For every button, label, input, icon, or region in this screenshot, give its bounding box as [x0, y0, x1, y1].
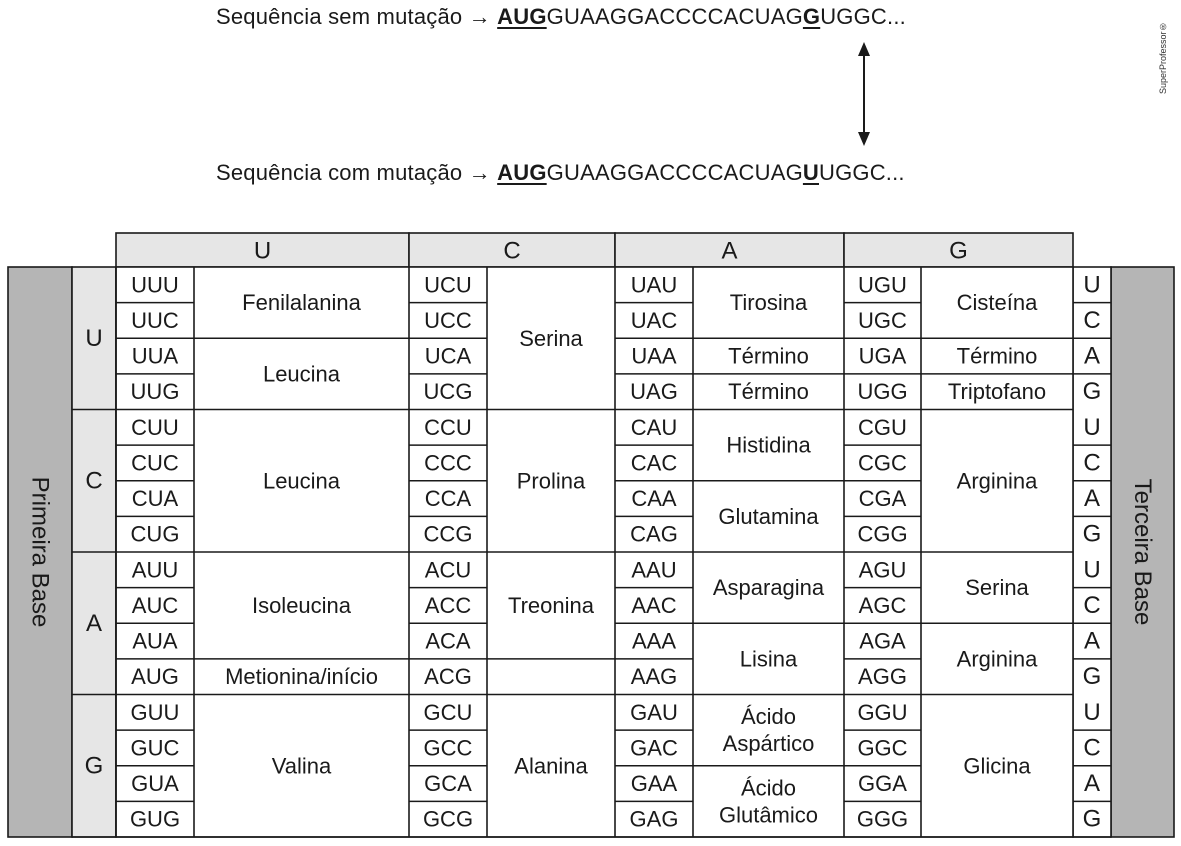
amino-acid-label: Arginina: [956, 468, 1038, 494]
codon-cell: CCU: [424, 414, 472, 440]
third-base-letter: A: [1083, 342, 1101, 370]
third-base-letter: C: [1083, 591, 1101, 619]
amino-acid-label: Prolina: [516, 468, 586, 494]
first-base-letter: A: [85, 609, 103, 637]
codon-cell: CGG: [857, 521, 908, 547]
codon-cell: GGG: [856, 806, 909, 832]
codon-cell: CUG: [130, 521, 180, 547]
third-base-title: Terceira Base: [1129, 478, 1156, 626]
codon-cell: CAC: [630, 450, 678, 476]
codon-cell: AGC: [858, 592, 907, 618]
codon-cell: AAC: [631, 592, 677, 618]
codon-cell: UGA: [858, 343, 907, 369]
amino-acid-label: Isoleucina: [251, 592, 352, 618]
codon-cell: CCC: [424, 450, 472, 476]
amino-acid-label: Ácido: [740, 775, 797, 801]
codon-cell: GAC: [630, 735, 678, 761]
codon-cell: UUU: [131, 272, 179, 298]
amino-acid-label: Tirosina: [729, 290, 808, 316]
third-base-letter: U: [1083, 271, 1101, 299]
amino-acid-label: Alanina: [514, 753, 588, 779]
codon-cell: AUC: [131, 592, 179, 618]
sequence-middle: GUAAGGACCCCACUAG: [546, 160, 803, 185]
codon-cell: UCG: [423, 379, 473, 405]
third-base-letter: G: [1082, 378, 1102, 406]
codon-cell: UCU: [424, 272, 472, 298]
third-base-letter: U: [1083, 556, 1101, 584]
codon-cell: GGU: [857, 699, 908, 725]
codon-cell: UAA: [631, 343, 677, 369]
codon-cell: GCG: [422, 806, 474, 832]
amino-acid-label: Ácido: [740, 704, 797, 730]
third-base-letter: U: [1083, 698, 1101, 726]
third-base-letter: C: [1083, 449, 1101, 477]
second-base-label: C: [503, 237, 521, 265]
codon-cell: UGC: [858, 307, 907, 333]
amino-acid-label: Arginina: [956, 646, 1038, 672]
first-base-letter: C: [85, 467, 103, 495]
codon-cell: AAA: [631, 628, 677, 654]
amino-acid-label: Fenilalanina: [242, 290, 361, 316]
amino-acid-label: Aspártico: [722, 731, 815, 757]
codon-cell: CCG: [423, 521, 473, 547]
sequence-label: Sequência com mutação: [216, 160, 463, 185]
codon-cell: GUA: [131, 771, 179, 797]
first-base-letter: U: [85, 324, 103, 352]
codon-cell: AUG: [131, 664, 179, 690]
amino-acid-label: Histidina: [726, 432, 811, 458]
sequence-label: Sequência sem mutação: [216, 4, 463, 29]
third-base-letter: U: [1083, 413, 1101, 441]
codon-cell: GUC: [130, 735, 180, 761]
sequence-arrow: →: [468, 4, 491, 29]
third-base-letter: A: [1083, 770, 1101, 798]
amino-acid-label: Término: [956, 343, 1038, 369]
codon-cell: GCA: [424, 771, 472, 797]
codon-cell: AGG: [858, 664, 907, 690]
codon-cell: UUG: [130, 379, 180, 405]
codon-cell: GAG: [629, 806, 679, 832]
third-base-letter: A: [1083, 485, 1101, 513]
codon-cell: GCU: [423, 699, 473, 725]
codon-cell: UAG: [630, 379, 678, 405]
codon-cell: AAU: [631, 557, 677, 583]
codon-cell: UAC: [630, 307, 678, 333]
codon-cell: UUC: [131, 307, 179, 333]
mutated-base: G: [802, 4, 821, 29]
amino-acid-label: Metionina/início: [225, 664, 378, 690]
codon-cell: CAA: [631, 486, 677, 512]
codon-cell: UGU: [858, 272, 907, 298]
codon-cell: GAU: [630, 699, 678, 725]
amino-acid-label: Cisteína: [956, 290, 1038, 316]
codon-cell: CGU: [858, 414, 907, 440]
first-base-letter: G: [84, 752, 104, 780]
sequence-end: UGGC...: [819, 160, 905, 185]
third-base-letter: G: [1082, 663, 1102, 691]
sequence-end: UGGC...: [820, 4, 906, 29]
codon-cell: UCC: [424, 307, 472, 333]
third-base-letter: A: [1083, 627, 1101, 655]
codon-cell: ACG: [424, 664, 472, 690]
codon-cell: GUG: [129, 806, 181, 832]
codon-cell: CCA: [424, 486, 472, 512]
third-base-letter: C: [1083, 306, 1101, 334]
codon-cell: GGC: [857, 735, 908, 761]
amino-acid-label: Treonina: [507, 592, 595, 618]
codon-cell: AGU: [858, 557, 907, 583]
codon-cell: CGC: [858, 450, 907, 476]
amino-acid-label: Valina: [271, 753, 332, 779]
amino-acid-label: Glutamina: [718, 503, 819, 529]
codon-cell: CUU: [131, 414, 179, 440]
amino-acid-label: Serina: [965, 575, 1029, 601]
codon-cell: CAG: [630, 521, 678, 547]
second-base-label: U: [253, 237, 272, 265]
codon-cell: AGA: [859, 628, 906, 654]
second-base-label: A: [721, 237, 738, 265]
codon-cell: AAG: [630, 664, 678, 690]
third-base-letter: G: [1082, 805, 1102, 833]
codon-cell: UCA: [424, 343, 472, 369]
amino-acid-label: Glutâmico: [718, 802, 819, 828]
amino-acid-label: Asparagina: [712, 575, 825, 601]
codon-cell: CAU: [630, 414, 678, 440]
double-arrow-icon: [858, 42, 870, 146]
codon-cell: UUA: [131, 343, 179, 369]
codon-cell: GGA: [858, 771, 907, 797]
start-codon: AUG: [497, 4, 547, 29]
codon-cell: ACC: [424, 592, 472, 618]
watermark: SuperProfessor®: [1158, 21, 1168, 94]
codon-cell: GCC: [423, 735, 473, 761]
amino-acid-label: Lisina: [739, 646, 798, 672]
codon-cell: CUA: [131, 486, 179, 512]
amino-acid-label: Leucina: [262, 361, 341, 387]
codon-cell: ACA: [425, 628, 471, 654]
codon-cell: ACU: [424, 557, 472, 583]
amino-acid-label: Leucina: [262, 468, 341, 494]
codon-cell: CGA: [858, 486, 907, 512]
amino-acid-label: Serina: [519, 325, 583, 351]
amino-acid-label: Triptofano: [947, 379, 1047, 405]
amino-acid-label: Término: [728, 379, 809, 405]
codon-cell: GAA: [630, 771, 678, 797]
codon-cell: UAU: [630, 272, 678, 298]
second-base-label: G: [949, 237, 968, 265]
sequence-middle: GUAAGGACCCCACUAG: [546, 4, 803, 29]
codon-cell: CUC: [131, 450, 179, 476]
amino-acid-label: Glicina: [963, 753, 1031, 779]
first-base-title: Primeira Base: [26, 476, 54, 628]
mutated-base: U: [802, 160, 819, 185]
codon-cell: GUU: [130, 699, 180, 725]
amino-acid-label: Término: [728, 343, 809, 369]
codon-table: [8, 233, 1174, 837]
codon-cell: UGG: [857, 379, 908, 405]
sequence-arrow: →: [468, 160, 491, 185]
codon-cell: AUU: [131, 557, 179, 583]
start-codon: AUG: [497, 160, 547, 185]
third-base-letter: C: [1083, 734, 1101, 762]
codon-cell: AUA: [132, 628, 178, 654]
third-base-letter: G: [1082, 520, 1102, 548]
